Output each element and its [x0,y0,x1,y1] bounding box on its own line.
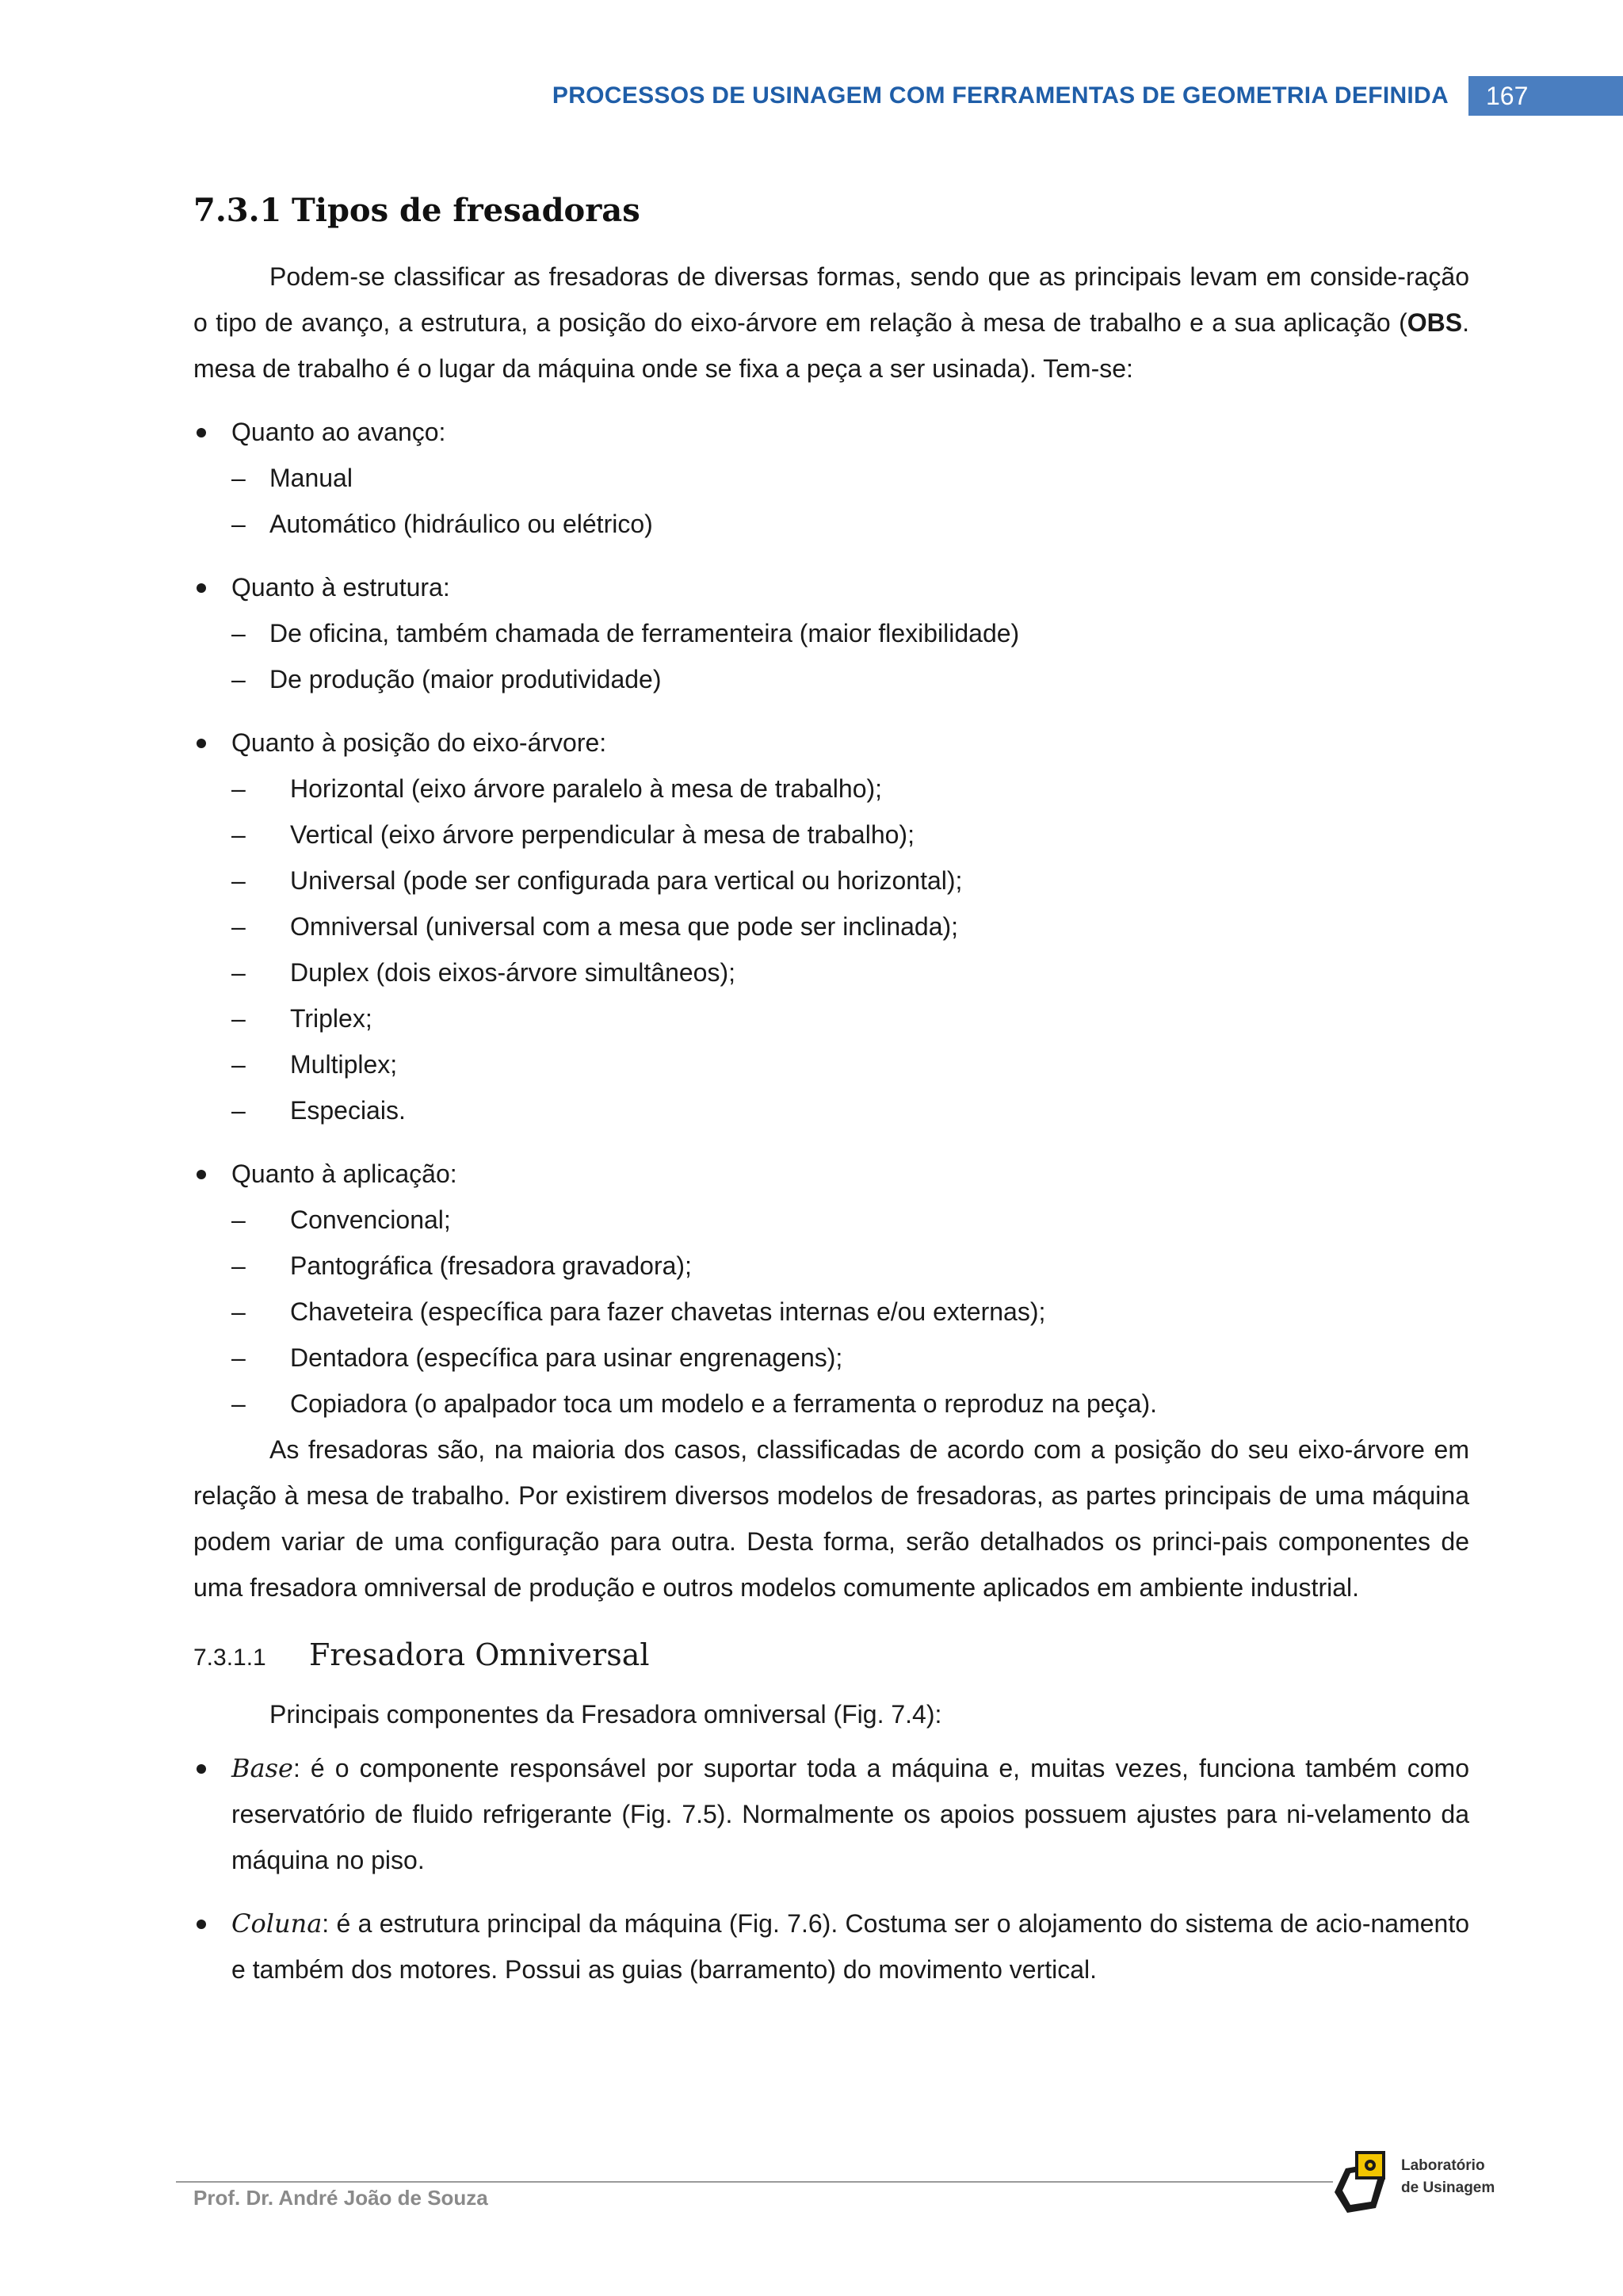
list-item: – Especiais. [231,1087,1469,1133]
classification-spindle-position [193,720,1469,1133]
list-item: – De oficina, também chamada de ferramenteira (maior flexibilidade) [231,610,1469,656]
component-list [193,1745,1469,1992]
list-item: – Multiplex; [231,1041,1469,1087]
body-paragraph: As fresadoras são, na maioria dos casos, classificadas de acordo com a posição do seu eixo-árvore em relação à mesa de trabalho. Por existirem diversos modelos de fresadoras, as partes principais de uma máquina podem variar de uma configuração para outra. Desta forma, serão detalhados os princi-pais componentes de uma fresadora omniversal de produção e outros modelos comumente aplicados em ambiente industrial. [193,1435,1469,1602]
intro-text-1: Podem-se classificar as fresadoras de diversas formas, sendo que as principais levam em conside-ração o tipo de avanço, a estrutura, a posição do eixo-árvore em relação à mesa de trabalho e a sua aplicação ( [193,262,1469,337]
classification-structure [193,564,1469,702]
section-title: Tipos de fresadoras [292,192,640,229]
footer-divider [176,2181,1333,2183]
list-item: – Omniversal (universal com a mesa que pode ser inclinada); [231,904,1469,949]
classification-label: Quanto à estrutura: [231,573,450,602]
list-item: – Horizontal (eixo árvore paralelo à mesa de trabalho); [231,766,1469,812]
subsection-intro: Principais componentes da Fresadora omniversal (Fig. 7.4): [269,1700,942,1729]
component-description: : é o componente responsável por suportar toda a máquina e, muitas vezes, funciona também como reservatório de fluido refrigerante (Fig. 7.5). Normalmente os apoios possuem ajustes para ni-velamento da máquina no piso. [231,1754,1469,1874]
sub-list [231,766,1469,1133]
list-item: – Copiadora (o apalpador toca um modelo e a ferramenta o reproduz na peça). [231,1381,1469,1427]
classification-list [193,409,1469,1427]
logo-text-line2: de Usinagem [1401,2179,1495,2196]
sub-list [231,1197,1469,1427]
list-item: – Vertical (eixo árvore perpendicular à mesa de trabalho); [231,812,1469,858]
list-item: – Duplex (dois eixos-árvore simultâneos); [231,949,1469,995]
intro-paragraph [193,254,1469,392]
component-base [193,1745,1469,1883]
classification-application [193,1151,1469,1427]
list-item: – Convencional; [231,1197,1469,1243]
section-heading [193,187,1469,235]
classification-label: Quanto ao avanço: [231,418,446,446]
list-item: – De produção (maior produtividade) [231,656,1469,702]
page-number: 167 [1468,76,1623,116]
subsection-number: 7.3.1.1 [193,1645,266,1671]
component-term: Coluna [231,1908,323,1939]
list-item: – Chaveteira (específica para fazer chavetas internas e/ou externas); [231,1289,1469,1335]
subsection-heading [193,1631,1469,1682]
component-term: Base [231,1753,293,1783]
sub-list [231,455,1469,547]
list-item: – Dentadora (específica para usinar engrenagens); [231,1335,1469,1381]
sub-list [231,610,1469,702]
section-number: 7.3.1 [193,192,282,229]
classification-label: Quanto à posição do eixo-árvore: [231,728,607,757]
classification-label: Quanto à aplicação: [231,1159,457,1188]
list-item: – Triplex; [231,995,1469,1041]
component-description: : é a estrutura principal da máquina (Fig. 7.6). Costuma ser o alojamento do sistema de acio-namento e também dos motores. Possui as guias (barramento) do movimento vertical. [231,1909,1469,1984]
list-item: – Universal (pode ser configurada para vertical ou horizontal); [231,858,1469,904]
intro-bold: OBS [1407,308,1463,337]
classification-advance [193,409,1469,547]
component-column [193,1901,1469,1992]
list-item: – Automático (hidráulico ou elétrico) [231,501,1469,547]
intro-text-2: . mesa de trabalho é o lugar da máquina onde se fixa a peça a ser usinada). Tem-se: [193,308,1469,383]
footer-author: Prof. Dr. André João de Souza [193,2186,488,2210]
list-item: – Manual [231,455,1469,501]
subsection-title: Fresadora Omniversal [309,1637,650,1672]
list-item: – Pantográfica (fresadora gravadora); [231,1243,1469,1289]
running-header-title: PROCESSOS DE USINAGEM COM FERRAMENTAS DE GEOMETRIA DEFINIDA [552,82,1449,109]
logo-text-line1: Laboratório [1401,2157,1485,2174]
page-content [193,187,1469,1992]
